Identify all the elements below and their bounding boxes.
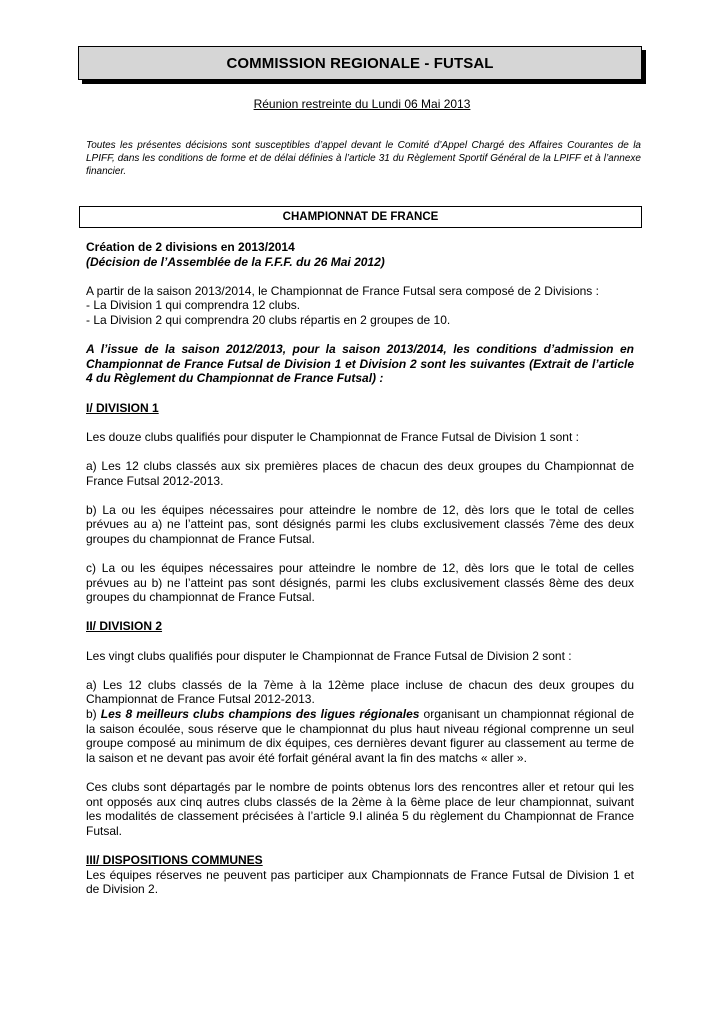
- meeting-date: Réunion restreinte du Lundi 06 Mai 2013: [253, 97, 471, 111]
- division-2-item-b-emphasis: Les 8 meilleurs clubs champions des ligues régionales: [100, 707, 420, 721]
- intro-paragraph: A partir de la saison 2013/2014, le Championnat de France Futsal sera composé de 2 Divisions :: [86, 283, 599, 298]
- document-title: COMMISSION REGIONALE - FUTSAL: [78, 46, 642, 80]
- division-1-heading: I/ DIVISION 1: [86, 400, 159, 415]
- division-2-item-a: a) Les 12 clubs classés de la 7ème à la 12ème place incluse de chacun des deux groupes du Championnat de France Futsal 2012-2013.: [86, 677, 634, 707]
- creation-subtitle: (Décision de l’Assemblée de la F.F.F. du 26 Mai 2012): [86, 254, 385, 269]
- appeal-disclaimer: Toutes les présentes décisions sont susceptibles d’appel devant le Comité d’Appel Chargé des Affaires Courantes de la LPIFF, dans les conditions de forme et de délai définies à l’article 31 du Règlement Sportif Général de la LPIFF et à l’annexe financier.: [86, 140, 641, 177]
- section-title: CHAMPIONNAT DE FRANCE: [79, 206, 642, 228]
- division-1-item-c: c) La ou les équipes nécessaires pour atteindre le nombre de 12, dès lors que le total de celles prévues au b) ne l’atteint pas sont désignés, parmi les clubs exclusivement classés 8ème des deux groupes du championnat de France Futsal.: [86, 561, 634, 605]
- division-2-item-b-prefix: b): [86, 707, 101, 721]
- admission-conditions: A l’issue de la saison 2012/2013, pour la saison 2013/2014, les conditions d’admission en Championnat de France Futsal de Division 1 et Division 2 sont les suivantes (Extrait de l’article 4 du Règlement du Championnat de France Futsal) :: [86, 342, 634, 386]
- creation-title: Création de 2 divisions en 2013/2014: [86, 240, 295, 254]
- division-2-item-b-text: organisant un championnat régional de la saison écoulée, sous réserve que le championnat du plus haut niveau régional comprenne un seul groupe composé au minimum de dix équipes, ces dernières devant figurer au classement au terme de la saison et ne devant pas avoir été forfait général avant la fin des matchs « aller ».: [86, 707, 634, 765]
- division-2-item-b: [86, 707, 634, 765]
- division-2-heading: II/ DIVISION 2: [86, 619, 163, 634]
- division-1-item-b: b) La ou les équipes nécessaires pour atteindre le nombre de 12, dès lors que le total de celles prévues au a) ne l’atteint pas, sont désignés parmi les clubs exclusivement classés 7ème des deux groupes du championnat de France Futsal.: [86, 502, 634, 546]
- intro-division-2: - La Division 2 qui comprendra 20 clubs répartis en 2 groupes de 10.: [86, 312, 451, 327]
- intro-division-1: - La Division 1 qui comprendra 12 clubs.: [86, 298, 301, 313]
- common-provisions-text: Les équipes réserves ne peuvent pas participer aux Championnats de France Futsal de Division 1 et de Division 2.: [86, 867, 634, 897]
- division-1-intro: Les douze clubs qualifiés pour disputer le Championnat de France Futsal de Division 1 sont :: [86, 429, 579, 444]
- document-body: [86, 240, 634, 897]
- common-provisions-heading: III/ DISPOSITIONS COMMUNES: [86, 852, 263, 867]
- division-2-intro: Les vingt clubs qualifiés pour disputer le Championnat de France Futsal de Division 2 sont :: [86, 648, 572, 663]
- division-2-tiebreak: Ces clubs sont départagés par le nombre de points obtenus lors des rencontres aller et retour qui les ont opposés aux cinq autres clubs classés de la 2ème à la 6ème place de leur championnat, suivant les modalités de classement précisées à l’article 9.I alinéa 5 du règlement du Championnat de France Futsal.: [86, 779, 634, 838]
- division-1-item-a: a) Les 12 clubs classés aux six premières places de chacun des deux groupes du Championnat de France Futsal 2012-2013.: [86, 458, 634, 488]
